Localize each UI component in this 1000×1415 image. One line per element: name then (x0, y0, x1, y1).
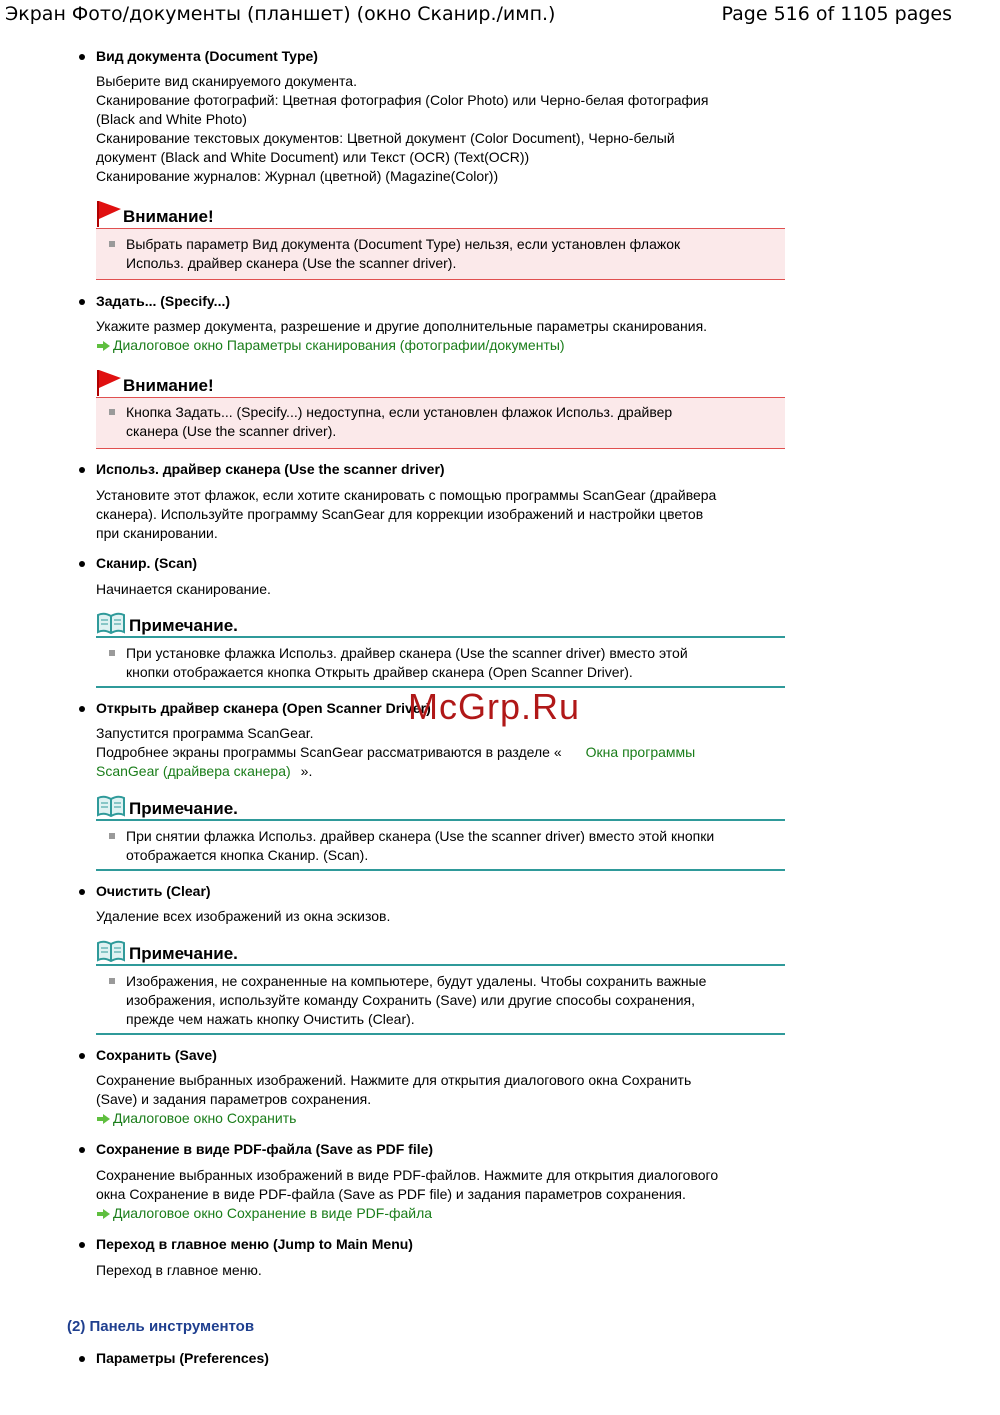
text-line: Укажите размер документа, разрешение и другие дополнительные параметры сканирования. (96, 318, 708, 334)
note-item (126, 972, 776, 1029)
link-scan-settings[interactable] (96, 336, 776, 355)
item-title-specify: Задать... (Specify...) (96, 293, 231, 309)
note-item (126, 644, 776, 682)
item-text-save-pdf (96, 1166, 776, 1223)
link-save-pdf-dialog[interactable] (96, 1204, 776, 1223)
item-title-jump: Переход в главное меню (Jump to Main Menu) (96, 1236, 413, 1252)
text-line: документ (Black and White Document) или Текст (OCR) (Text(OCR)) (96, 149, 530, 165)
text-line: сканера (Use the scanner driver). (126, 423, 337, 439)
item-text-scan: Начинается сканирование. (96, 581, 271, 597)
text-line: Выбрать параметр Вид документа (Document Type) нельзя, если установлен флажок (126, 236, 681, 252)
arrow-right-icon (96, 1204, 111, 1223)
text-line: при сканировании. (96, 525, 218, 541)
text-line (96, 743, 796, 762)
item-title-document-type: Вид документа (Document Type) (96, 48, 318, 64)
text-line: Установите этот флажок, если хотите сканировать с помощью программы ScanGear (драйвера (96, 487, 717, 503)
note-heading (96, 799, 238, 819)
section-heading-toolbar: (2) Панель инструментов (67, 1318, 255, 1335)
warning-flag-icon (96, 199, 122, 227)
text-line: При установке флажка Использ. драйвер сканера (Use the scanner driver) вместо этой (126, 645, 688, 661)
book-icon (96, 940, 126, 962)
note-title: Примечание. (129, 616, 238, 635)
item-text-specify (96, 317, 776, 355)
warning-heading (96, 207, 214, 227)
page-counter: Page 516 of 1105 pages (721, 3, 952, 25)
text-line: прежде чем нажать кнопку Очистить (Clear). (126, 1011, 415, 1027)
text-line: Сканирование журналов: Журнал (цветной) (Magazine(Color)) (96, 168, 499, 184)
note-box (96, 964, 785, 1035)
text-line: Выберите вид сканируемого документа. (96, 73, 357, 89)
text-line: Сканирование текстовых документов: Цветной документ (Color Document), Черно-белый (96, 130, 675, 146)
text-line: Изображения, не сохраненные на компьютере, будут удалены. Чтобы сохранить важные (126, 973, 707, 989)
item-title-preferences: Параметры (Preferences) (96, 1350, 269, 1366)
document-title: Экран Фото/документы (планшет) (окно Сканир./имп.) (5, 3, 556, 25)
scangear-windows-link[interactable]: ScanGear (драйвера сканера) (96, 763, 291, 779)
note-heading (96, 616, 238, 636)
warning-box (96, 228, 785, 280)
link-text[interactable]: Диалоговое окно Сохранение в виде PDF-файла (113, 1205, 433, 1221)
text-line (96, 762, 796, 781)
note-item (126, 827, 776, 865)
item-title-scan: Сканир. (Scan) (96, 555, 198, 571)
book-icon (96, 612, 126, 634)
note-title: Примечание. (129, 799, 238, 818)
text-fragment: ». (300, 763, 313, 779)
link-text[interactable]: Диалоговое окно Параметры сканирования (фотографии/документы) (113, 337, 565, 353)
text-line: сканера). Используйте программу ScanGear для коррекции изображений и настройки цветов (96, 506, 704, 522)
text-line: Сохранение выбранных изображений в виде PDF-файлов. Нажмите для открытия диалогового (96, 1167, 719, 1183)
text-line: Кнопка Задать... (Specify...) недоступна, если установлен флажок Использ. драйвер (126, 404, 673, 420)
warning-title: Внимание! (123, 207, 214, 226)
note-title: Примечание. (129, 944, 238, 963)
item-text-save (96, 1071, 776, 1128)
text-fragment: Подробнее экраны программы ScanGear рассматриваются в разделе « (96, 744, 562, 760)
text-line: кнопки отображается кнопка Открыть драйвер сканера (Open Scanner Driver). (126, 664, 633, 680)
note-box (96, 819, 785, 871)
page-header (0, 0, 1000, 30)
arrow-right-icon (96, 336, 111, 355)
watermark: McGrp.Ru (408, 686, 581, 727)
item-text-use-driver (96, 486, 776, 543)
item-title-save: Сохранить (Save) (96, 1047, 217, 1063)
text-line: изображения, используйте команду Сохранить (Save) или другие способы сохранения, (126, 992, 696, 1008)
warning-heading (96, 376, 214, 396)
text-line: окна Сохранение в виде PDF-файла (Save as PDF file) и задания параметров сохранения. (96, 1186, 686, 1202)
scangear-windows-link[interactable]: Окна программы (585, 744, 696, 760)
warning-title: Внимание! (123, 376, 214, 395)
book-icon (96, 795, 126, 817)
text-line: отображается кнопка Сканир. (Scan). (126, 847, 369, 863)
text-line: Использ. драйвер сканера (Use the scanner driver). (126, 255, 457, 271)
text-line: Запустится программа ScanGear. (96, 725, 314, 741)
item-text-jump: Переход в главное меню. (96, 1262, 262, 1278)
item-title-clear: Очистить (Clear) (96, 883, 211, 899)
item-text-document-type (96, 72, 776, 186)
text-line: (Black and White Photo) (96, 111, 247, 127)
note-box (96, 636, 785, 688)
text-line: При снятии флажка Использ. драйвер сканера (Use the scanner driver) вместо этой кнопки (126, 828, 715, 844)
warning-flag-icon (96, 368, 122, 396)
item-title-use-driver: Использ. драйвер сканера (Use the scanner driver) (96, 461, 445, 477)
warning-item (126, 403, 776, 441)
text-line: (Save) и задания параметров сохранения. (96, 1091, 372, 1107)
warning-box (96, 397, 785, 449)
arrow-right-icon (96, 1109, 111, 1128)
note-heading (96, 944, 238, 964)
warning-item (126, 235, 776, 273)
link-save-dialog[interactable] (96, 1109, 776, 1128)
item-title-open-driver: Открыть драйвер сканера (Open Scanner Driver) (96, 700, 431, 716)
item-title-save-pdf: Сохранение в виде PDF-файла (Save as PDF file) (96, 1141, 434, 1157)
item-text-clear: Удаление всех изображений из окна эскизов. (96, 908, 391, 924)
item-text-open-driver (96, 724, 796, 781)
text-line: Сохранение выбранных изображений. Нажмите для открытия диалогового окна Сохранить (96, 1072, 692, 1088)
link-text[interactable]: Диалоговое окно Сохранить (113, 1110, 297, 1126)
text-line: Сканирование фотографий: Цветная фотография (Color Photo) или Черно-белая фотография (96, 92, 709, 108)
